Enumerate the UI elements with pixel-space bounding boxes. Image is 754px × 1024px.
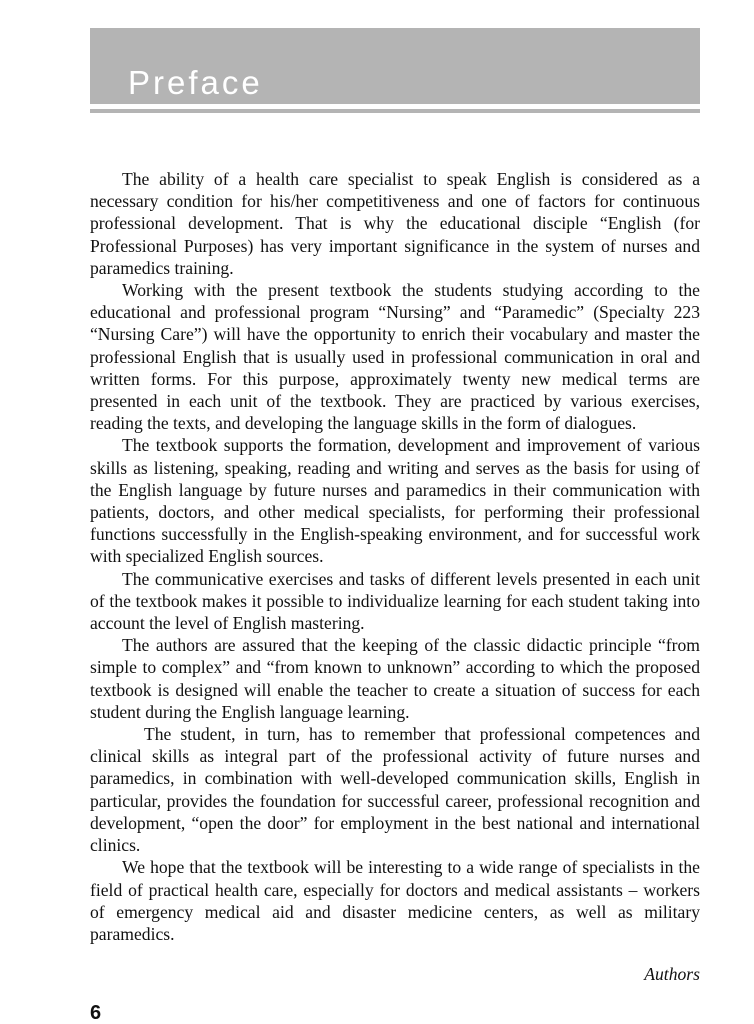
header-band (90, 28, 700, 104)
preface-body (90, 168, 700, 945)
paragraph: The communicative exercises and tasks of different levels presented in each unit of the textbook makes it possible to individualize learning for each student taking into account the level of English mastering. (90, 568, 700, 634)
page-number: 6 (90, 1002, 102, 1024)
paragraph: The student, in turn, has to remember that professional competences and clinical skills as integral part of the professional activity of future nurses and paramedics, in combination with well-developed communication skills, English in particular, provides the foundation for successful career, professional recognition and development, “open the door” for employment in the best national and international clinics. (90, 724, 700, 856)
signature: Authors (644, 964, 700, 984)
paragraph: Working with the present textbook the students studying according to the educational and professional program “Nursing” and “Paramedic” (Specialty 223 “Nursing Care”) will have the opportunity to enrich their vocabulary and master the professional English that is usually used in professional communication in oral and written forms. For this purpose, approximately twenty new medical terms are presented in each unit of the textbook. They are practiced by various exercises, reading the texts, and developing the language skills in the form of dialogues. (90, 280, 700, 434)
paragraph: The ability of a health care specialist to speak English is considered as a necessary condition for his/her competitiveness and one of factors for continuous professional development. That is why the educational disciple “English (for Professional Purposes) has very important significance in the system of nurses and paramedics training. (90, 169, 700, 278)
page-title: Preface (128, 64, 263, 101)
paragraph: We hope that the textbook will be interesting to a wide range of specialists in the field of practical health care, especially for doctors and medical assistants – workers of emergency medical aid and disaster medicine centers, as well as military paramedics. (90, 857, 700, 944)
paragraph: The textbook supports the formation, development and improvement of various skills as listening, speaking, reading and writing and serves as the basis for using of the English language by future nurses and paramedics in their communication with patients, doctors, and other medical specialists, for performing their professional functions successfully in the English-speaking environment, and for successful work with specialized English sources. (90, 435, 700, 567)
paragraph: The authors are assured that the keeping of the classic didactic principle “from simple to complex” and “from known to unknown” according to which the proposed textbook is designed will enable the teacher to create a situation of success for each student during the English language learning. (90, 635, 700, 722)
header-divider (90, 109, 700, 113)
